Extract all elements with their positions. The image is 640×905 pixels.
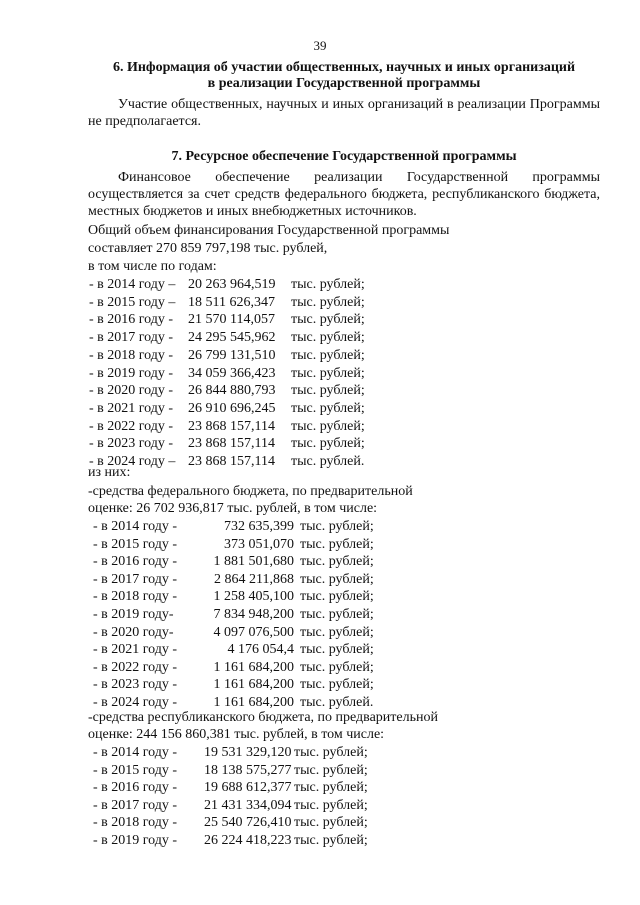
unit-label: тыс. рублей; [294, 815, 368, 831]
amount-value: 23 868 157,114 [188, 454, 275, 469]
amount-value: 4 097 076,500 [213, 624, 294, 640]
amount-value: 1 161 684,200 [213, 695, 294, 710]
year-label: - в 2019 году - [89, 365, 174, 381]
year-label: - в 2019 году - [93, 833, 178, 848]
section7-heading: 7. Ресурсное обеспечение Государственной программы [171, 149, 517, 164]
amount-value: 7 834 948,200 [213, 607, 294, 622]
unit-label: тыс. рублей; [294, 833, 368, 848]
year-label: - в 2014 году - [93, 519, 178, 534]
year-label: - в 2024 году – [89, 454, 176, 469]
unit-label: тыс. рублей; [291, 330, 365, 346]
section6-text: Участие общественных, научных и иных организаций в реализации Программы не предполагается. [88, 97, 600, 129]
year-label: - в 2022 году - [89, 418, 174, 434]
amount-value: 26 910 696,245 [188, 400, 276, 416]
unit-label: тыс. рублей. [291, 454, 365, 469]
unit-label: тыс. рублей; [300, 519, 374, 534]
amount-value: 20 263 964,519 [188, 277, 276, 292]
of-them-label: из них: [88, 465, 131, 480]
year-label: - в 2016 году - [89, 312, 174, 328]
amount-value: 732 635,399 [224, 519, 294, 534]
year-label: - в 2020 году- [93, 624, 174, 640]
year-label: - в 2017 году - [93, 797, 178, 813]
year-label: - в 2024 году - [93, 695, 178, 710]
amount-value: 21 431 334,094 [204, 797, 292, 813]
year-label: - в 2019 году- [93, 607, 174, 622]
unit-label: тыс. рублей; [294, 745, 368, 760]
unit-label: тыс. рублей; [300, 554, 374, 570]
amount-value: 4 176 054,4 [227, 642, 294, 658]
amount-value: 18 511 626,347 [188, 294, 275, 310]
amount-value: 23 868 157,114 [188, 418, 275, 434]
section6-heading [88, 60, 600, 92]
year-label: - в 2017 году - [93, 571, 178, 587]
republican-line1: -средства республиканского бюджета, по предварительной [88, 710, 438, 725]
section6-heading-line1: 6. Информация об участии общественных, научных и иных организаций [112, 60, 576, 75]
unit-label: тыс. рублей; [291, 400, 365, 416]
year-label: - в 2016 году - [93, 780, 178, 796]
unit-label: тыс. рублей; [291, 436, 365, 452]
amount-value: 1 881 501,680 [213, 554, 294, 570]
year-label: - в 2016 году - [93, 554, 178, 570]
unit-label: тыс. рублей; [291, 347, 365, 363]
year-label: - в 2014 году - [93, 745, 178, 760]
total-line1: Общий объем финансирования Государственной программы [88, 223, 450, 238]
section7-intro: Финансовое обеспечение реализации Государственной программы осуществляется за счет средств федерального бюджета, республиканского бюджета, местных бюджетов и иных внебюджетных источников. [88, 170, 600, 219]
unit-label: тыс. рублей; [300, 571, 374, 587]
amount-value: 26 799 131,510 [188, 347, 276, 363]
amount-value: 21 570 114,057 [188, 312, 275, 328]
section6-heading-line2: в реализации Государственной программы [207, 76, 481, 91]
amount-value: 373 051,070 [224, 536, 294, 552]
amount-value: 1 258 405,100 [213, 589, 294, 605]
unit-label: тыс. рублей; [294, 762, 368, 778]
amount-value: 24 295 545,962 [188, 330, 276, 346]
unit-label: тыс. рублей; [300, 677, 374, 693]
year-label: - в 2021 году - [93, 642, 178, 658]
amount-value: 25 540 726,410 [204, 815, 292, 831]
unit-label: тыс. рублей; [300, 536, 374, 552]
unit-label: тыс. рублей; [291, 277, 365, 292]
by-years-label: в том числе по годам: [88, 259, 217, 274]
unit-label: тыс. рублей; [291, 312, 365, 328]
amount-value: 18 138 575,277 [204, 762, 292, 778]
year-label: - в 2021 году - [89, 400, 174, 416]
amount-value: 19 688 612,377 [204, 780, 292, 796]
year-label: - в 2017 году - [89, 330, 174, 346]
amount-value: 26 844 880,793 [188, 383, 276, 399]
federal-line2: оценке: 26 702 936,817 тыс. рублей, в том числе: [88, 501, 378, 516]
unit-label: тыс. рублей; [300, 589, 374, 605]
year-label: - в 2022 году - [93, 659, 178, 675]
federal-line1: -средства федерального бюджета, по предварительной [88, 484, 413, 499]
unit-label: тыс. рублей; [294, 797, 368, 813]
unit-label: тыс. рублей; [294, 780, 368, 796]
amount-value: 1 161 684,200 [213, 659, 294, 675]
unit-label: тыс. рублей. [300, 695, 374, 710]
year-label: - в 2018 году - [93, 815, 178, 831]
total-line2: составляет 270 859 797,198 тыс. рублей, [88, 241, 328, 256]
year-label: - в 2023 году - [89, 436, 174, 452]
amount-value: 19 531 329,120 [204, 745, 292, 760]
unit-label: тыс. рублей; [300, 642, 374, 658]
republican-line2: оценке: 244 156 860,381 тыс. рублей, в том числе: [88, 727, 385, 742]
year-label: - в 2015 году – [89, 294, 176, 310]
amount-value: 2 864 211,868 [214, 571, 294, 587]
amount-value: 34 059 366,423 [188, 365, 276, 381]
page-number: 39 [313, 38, 327, 53]
year-label: - в 2020 году - [89, 383, 174, 399]
year-label: - в 2014 году – [89, 277, 176, 292]
unit-label: тыс. рублей; [291, 365, 365, 381]
year-label: - в 2018 году - [89, 347, 174, 363]
unit-label: тыс. рублей; [300, 624, 374, 640]
unit-label: тыс. рублей; [291, 383, 365, 399]
unit-label: тыс. рублей; [300, 659, 374, 675]
year-label: - в 2018 году - [93, 589, 178, 605]
amount-value: 1 161 684,200 [213, 677, 294, 693]
amount-value: 26 224 418,223 [204, 833, 292, 848]
year-label: - в 2015 году - [93, 536, 178, 552]
unit-label: тыс. рублей; [291, 294, 365, 310]
year-label: - в 2015 году - [93, 762, 178, 778]
unit-label: тыс. рублей; [291, 418, 365, 434]
year-label: - в 2023 году - [93, 677, 178, 693]
amount-value: 23 868 157,114 [188, 436, 275, 452]
unit-label: тыс. рублей; [300, 607, 374, 622]
